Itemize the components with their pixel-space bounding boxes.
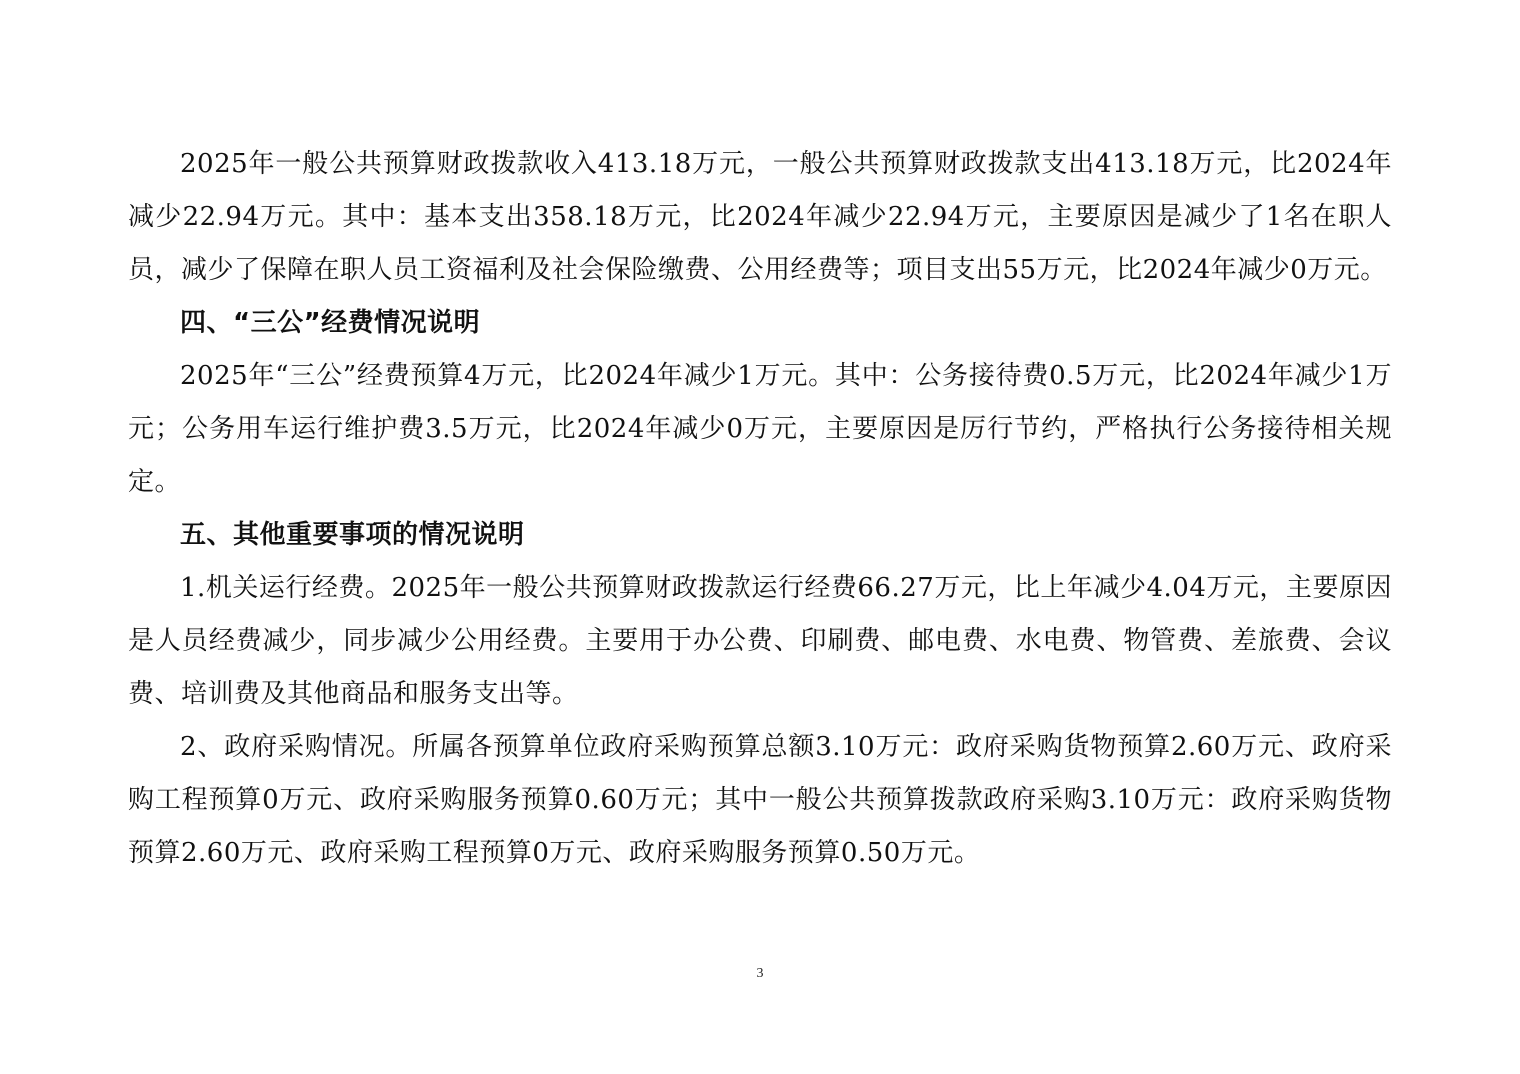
document-body: [128, 138, 1392, 880]
section-heading-other-matters: 五、其他重要事项的情况说明: [180, 520, 525, 550]
paragraph-operating-expenses: 1.机关运行经费。2025年一般公共预算财政拨款运行经费66.27万元，比上年减少4.04万元，主要原因是人员经费减少，同步减少公用经费。主要用于办公费、印刷费、邮电费、水电费、物管费、差旅费、会议费、培训费及其他商品和服务支出等。: [128, 573, 1392, 709]
section-heading-three-public: 四、“三公”经费情况说明: [180, 308, 481, 338]
paragraph-government-procurement: 2、政府采购情况。所属各预算单位政府采购预算总额3.10万元：政府采购货物预算2.60万元、政府采购工程预算0万元、政府采购服务预算0.60万元；其中一般公共预算拨款政府采购3.10万元：政府采购货物预算2.60万元、政府采购工程预算0万元、政府采购服务预算0.50万元。: [128, 732, 1392, 868]
page-number: 3: [756, 966, 764, 981]
paragraph-budget-expenditure: 2025年一般公共预算财政拨款收入413.18万元，一般公共预算财政拨款支出413.18万元，比2024年减少22.94万元。其中：基本支出358.18万元，比2024年减少22.94万元，主要原因是减少了1名在职人员，减少了保障在职人员工资福利及社会保险缴费、公用经费等；项目支出55万元，比2024年减少0万元。: [128, 149, 1392, 285]
paragraph-three-public-expenses: 2025年“三公”经费预算4万元，比2024年减少1万元。其中：公务接待费0.5万元，比2024年减少1万元；公务用车运行维护费3.5万元，比2024年减少0万元，主要原因是厉行节约，严格执行公务接待相关规定。: [128, 361, 1392, 497]
